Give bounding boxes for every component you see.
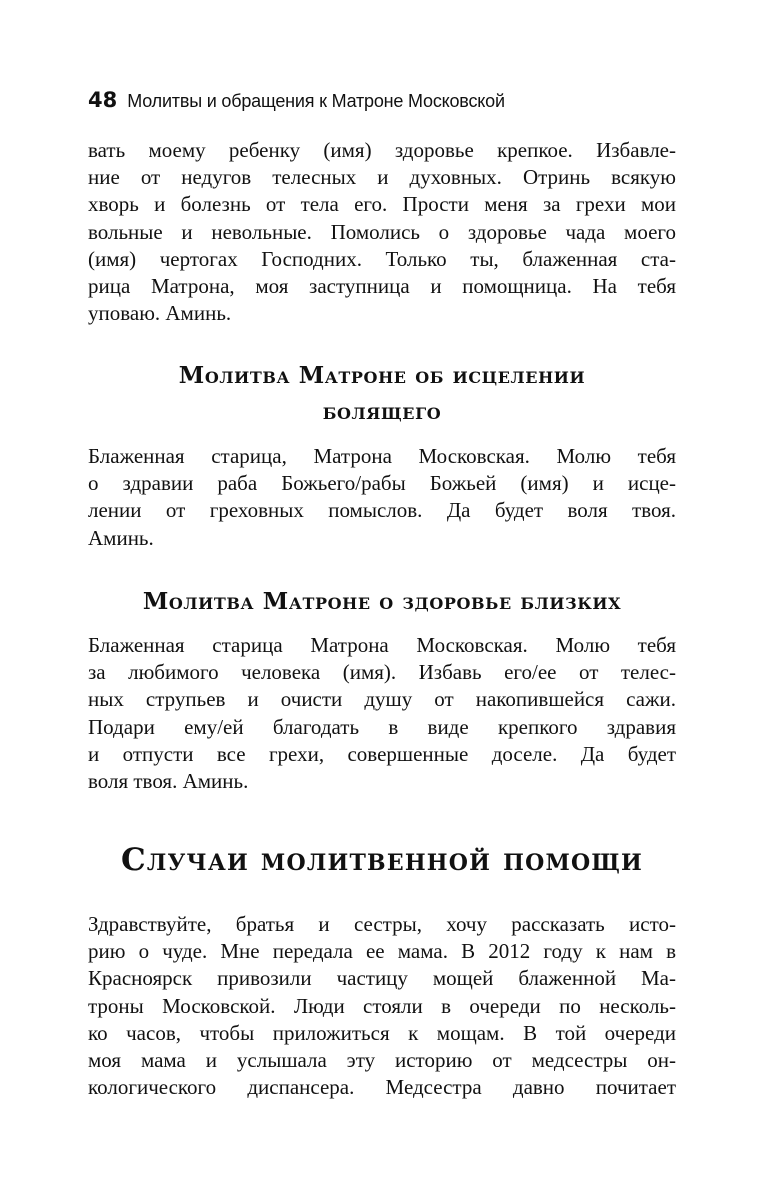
heading-line: Молитва Матроне об исцелении xyxy=(178,362,586,389)
section-heading: Случаи молитвенной помощи xyxy=(120,842,644,878)
text-line: вольные и невольные. Помолись о здоровье чада моего xyxy=(88,219,676,244)
text-line: о здравии раба Божьего/рабы Божьей (имя) и исце- xyxy=(88,471,676,496)
text-line: воля твоя. Аминь. xyxy=(88,769,249,794)
text-line: Блаженная старица, Матрона Московская. Молю тебя xyxy=(88,444,676,468)
section-title xyxy=(88,838,676,882)
page-number: 48 xyxy=(88,88,118,112)
section-text xyxy=(88,911,676,1101)
text-line: хворь и болезнь от тела его. Прости меня за грехи мои xyxy=(88,192,676,217)
text-line: Здравствуйте, братья и сестры, хочу рассказать исто- xyxy=(88,912,676,936)
text-line: за любимого человека (имя). Избавь его/ее от телес- xyxy=(88,660,676,685)
intro-paragraph xyxy=(88,137,676,327)
prayer-relatives-title xyxy=(88,584,676,620)
text-line: ние от недугов телесных и духовных. Отринь всякую xyxy=(88,165,676,190)
running-title: Молитвы и обращения к Матроне Московской xyxy=(127,91,505,111)
text-line: рица Матрона, моя заступница и помощница. На тебя xyxy=(88,274,676,299)
text-line: троны Московской. Люди стояли в очереди по несколь- xyxy=(88,993,676,1018)
text-line: Блаженная старица Матрона Московская. Молю тебя xyxy=(88,633,676,657)
running-header xyxy=(88,88,688,116)
text-line: уповаю. Аминь. xyxy=(88,301,232,326)
text-line: (имя) чертогах Господних. Только ты, блаженная ста- xyxy=(88,246,676,271)
text-line: ко часов, чтобы приложиться к мощам. В той очереди xyxy=(88,1020,676,1045)
prayer-healing-title xyxy=(88,358,676,430)
text-line: Подари ему/ей благодать в виде крепкого здравия xyxy=(88,714,676,739)
text-line: моя мама и услышала эту историю от медсестры он- xyxy=(88,1048,676,1073)
text-line: кологического диспансера. Медсестра давно почитает xyxy=(88,1075,676,1100)
heading-line: Молитва Матроне о здоровье близких xyxy=(142,588,622,615)
prayer-relatives-text xyxy=(88,632,676,795)
heading-line: болящего xyxy=(322,398,442,425)
text-line: Красноярск привозили частицу мощей блаженной Ма- xyxy=(88,966,676,991)
text-line: Аминь. xyxy=(88,525,154,550)
text-line: лении от греховных помыслов. Да будет воля твоя. xyxy=(88,498,676,523)
text-line: рию о чуде. Мне передала ее мама. В 2012 году к нам в xyxy=(88,939,676,964)
text-line: и отпусти все грехи, совершенные доселе. Да будет xyxy=(88,741,676,766)
prayer-healing-text xyxy=(88,443,676,552)
text-line: вать моему ребенку (имя) здоровье крепкое. Избавле- xyxy=(88,138,676,162)
text-line: ных струпьев и очисти душу от накопившейся сажи. xyxy=(88,687,676,712)
